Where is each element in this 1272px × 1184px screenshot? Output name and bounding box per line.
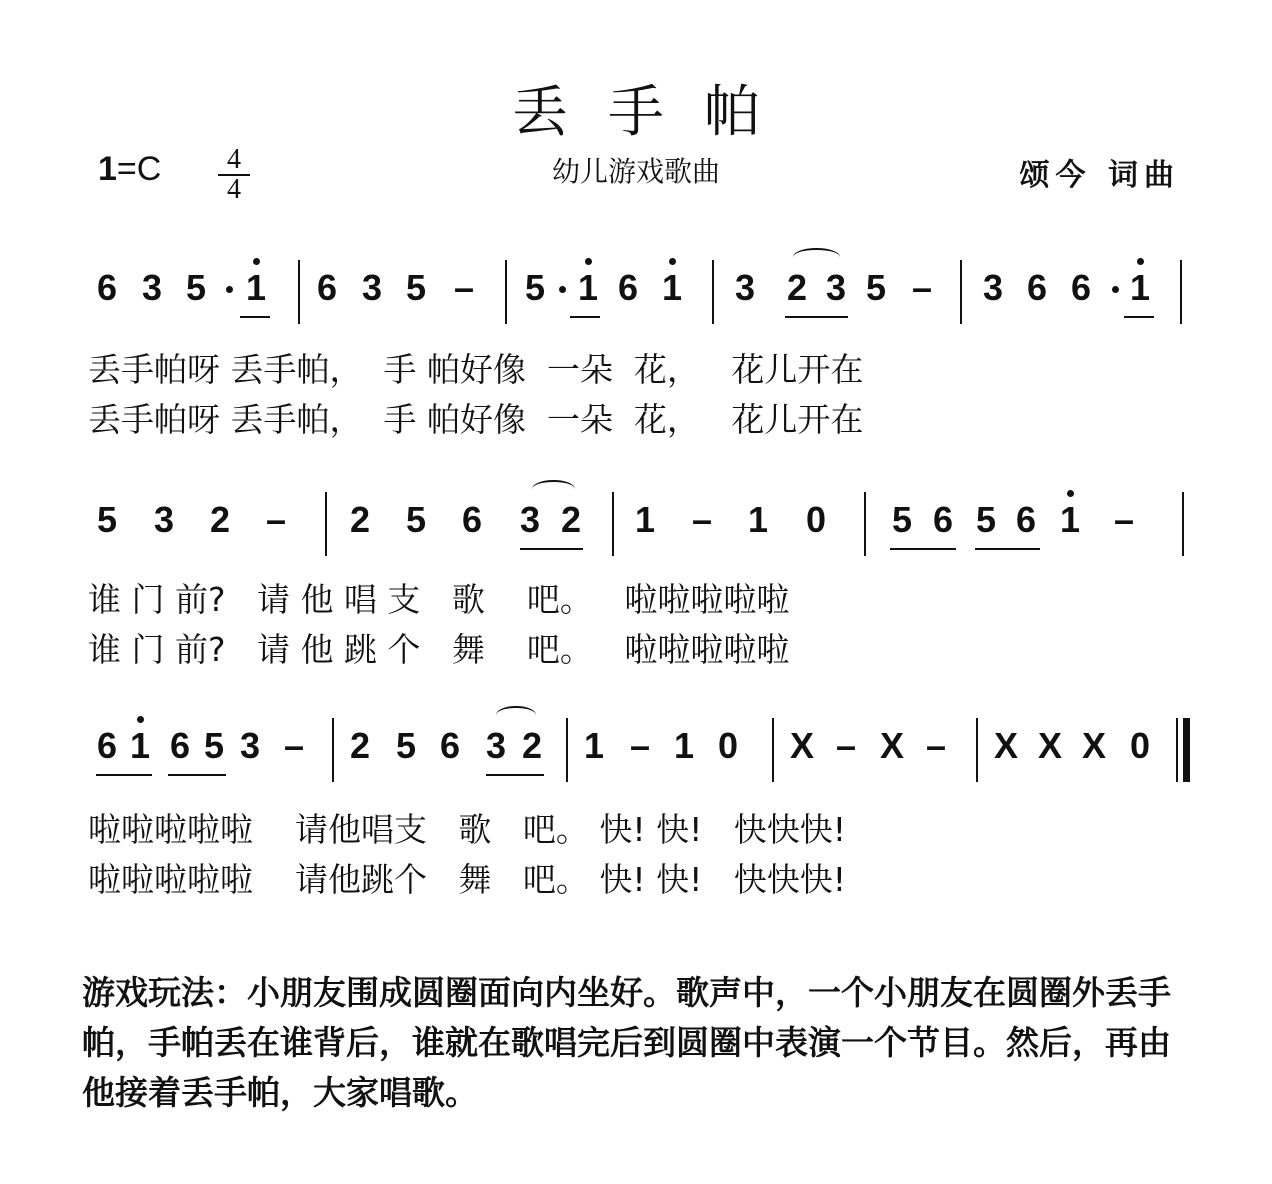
high-note: 1 <box>245 267 267 308</box>
final-barline <box>1183 718 1190 782</box>
note: 5 <box>524 267 546 308</box>
barline <box>1180 260 1182 324</box>
game-rules-text: 游戏玩法：小朋友围成圆圈面向内坐好。歌声中，一个小朋友在圆圈外丢手帕，手帕丢在谁背后，谁就在歌唱完后到圆圈中表演一个节目。然后，再由他接着丢手帕，大家唱歌。 <box>82 973 1171 1112</box>
note: 6 <box>461 499 483 540</box>
note: 6 <box>1026 267 1048 308</box>
slur-arc <box>532 480 575 498</box>
lyrics-verse-1: 丢手帕呀 丢手帕， 手 帕好像 一朵 花， 花儿开在 <box>88 350 864 389</box>
note: 6 <box>439 725 461 766</box>
note: 2 <box>521 725 543 766</box>
note: 5 <box>405 499 427 540</box>
note: 6 <box>316 267 338 308</box>
lyrics-verse-2: 谁 门 前? 请 他 跳 个 舞 吧。 啦啦啦啦啦 <box>88 630 790 669</box>
note: 2 <box>349 499 371 540</box>
note: 3 <box>734 267 756 308</box>
eighth-underline <box>520 548 583 550</box>
note: 5 <box>395 725 417 766</box>
eighth-underline <box>570 316 600 318</box>
eighth-underline <box>96 774 152 776</box>
high-note: 1 <box>661 267 683 308</box>
note: 6 <box>932 499 954 540</box>
time-signature-bottom: 4 <box>227 174 241 205</box>
note: 1 <box>747 499 769 540</box>
score-row-2 <box>0 492 1272 552</box>
augmentation-dot <box>559 286 566 293</box>
barline <box>772 718 774 782</box>
barline <box>864 492 866 556</box>
eighth-underline <box>486 774 544 776</box>
eighth-underline <box>168 774 226 776</box>
note: X <box>994 725 1019 766</box>
barline <box>712 260 714 324</box>
note: 2 <box>209 499 231 540</box>
time-signature-top: 4 <box>227 144 241 175</box>
note: 3 <box>239 725 261 766</box>
note: 5 <box>975 499 997 540</box>
barline <box>612 492 614 556</box>
note: 5 <box>891 499 913 540</box>
note: 3 <box>825 267 847 308</box>
barline <box>1176 718 1178 782</box>
dash-note: – <box>691 499 713 540</box>
lyrics-verse-2: 啦啦啦啦啦 请他跳个 舞 吧。 快! 快! 快快快! <box>88 860 847 899</box>
note: 0 <box>1129 725 1151 766</box>
note: X <box>880 725 905 766</box>
key-equals: = <box>116 150 137 188</box>
song-title: 丢手帕 <box>512 80 800 145</box>
dash-note: – <box>1113 499 1135 540</box>
dash-note: – <box>283 725 305 766</box>
barline <box>976 718 978 782</box>
barline <box>325 492 327 556</box>
slur-arc <box>793 248 840 266</box>
dash-note: – <box>453 267 475 308</box>
eighth-underline <box>785 316 848 318</box>
augmentation-dot <box>1112 286 1119 293</box>
lyrics-verse-1: 谁 门 前? 请 他 唱 支 歌 吧。 啦啦啦啦啦 <box>88 580 790 619</box>
note: 3 <box>361 267 383 308</box>
note: 6 <box>96 725 118 766</box>
note: 3 <box>519 499 541 540</box>
song-author: 颂今 词曲 <box>1019 158 1180 193</box>
note: 1 <box>583 725 605 766</box>
note: X <box>1038 725 1063 766</box>
lyrics-verse-1: 啦啦啦啦啦 请他唱支 歌 吧。 快! 快! 快快快! <box>88 810 847 849</box>
note: 6 <box>1015 499 1037 540</box>
song-genre: 幼儿游戏歌曲 <box>551 155 720 188</box>
dash-note: – <box>911 267 933 308</box>
note: 2 <box>560 499 582 540</box>
lyrics-verse-2: 丢手帕呀 丢手帕， 手 帕好像 一朵 花， 花儿开在 <box>88 400 864 439</box>
note: 5 <box>405 267 427 308</box>
note: 5 <box>185 267 207 308</box>
note: 6 <box>617 267 639 308</box>
barline <box>332 718 334 782</box>
barline <box>566 718 568 782</box>
note: 0 <box>805 499 827 540</box>
high-note: 1 <box>577 267 599 308</box>
dash-note: – <box>835 725 857 766</box>
note: 1 <box>634 499 656 540</box>
dash-note: – <box>925 725 947 766</box>
note: 6 <box>96 267 118 308</box>
key-tonic: C <box>136 150 162 188</box>
note: 2 <box>786 267 808 308</box>
note: 0 <box>717 725 739 766</box>
note: 6 <box>169 725 191 766</box>
note: 6 <box>1070 267 1092 308</box>
note: 3 <box>485 725 507 766</box>
note: 3 <box>153 499 175 540</box>
eighth-underline <box>240 316 270 318</box>
barline <box>505 260 507 324</box>
eighth-underline <box>1124 316 1154 318</box>
barline <box>298 260 300 324</box>
score-row-1 <box>0 260 1272 320</box>
augmentation-dot <box>226 286 233 293</box>
barline <box>960 260 962 324</box>
key-degree: 1 <box>98 150 117 188</box>
dash-note: – <box>265 499 287 540</box>
note: 2 <box>349 725 371 766</box>
eighth-underline <box>890 548 956 550</box>
barline <box>1182 492 1184 556</box>
note: 5 <box>96 499 118 540</box>
note: 1 <box>673 725 695 766</box>
score-row-3 <box>0 718 1272 778</box>
high-note: 1 <box>129 725 151 766</box>
note: 3 <box>141 267 163 308</box>
note: 3 <box>982 267 1004 308</box>
note: 5 <box>865 267 887 308</box>
note: X <box>1082 725 1107 766</box>
high-note: 1 <box>1059 499 1081 540</box>
slur-arc <box>496 706 536 724</box>
note: 5 <box>203 725 225 766</box>
high-note: 1 <box>1129 267 1151 308</box>
note: X <box>790 725 815 766</box>
dash-note: – <box>629 725 651 766</box>
eighth-underline <box>975 548 1040 550</box>
